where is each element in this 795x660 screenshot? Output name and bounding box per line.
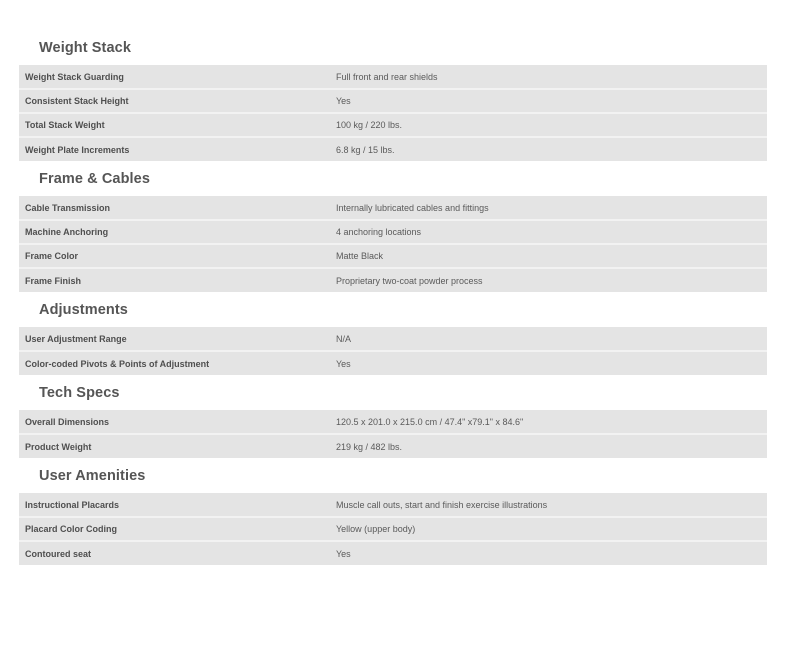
spec-value: 100 kg / 220 lbs. (336, 120, 403, 130)
spec-value: Yes (336, 358, 351, 369)
spec-value: 219 kg / 482 lbs. (336, 441, 403, 452)
spec-value: Yes (336, 96, 351, 106)
spec-row (19, 351, 767, 375)
section-title-tech-specs: Tech Specs (39, 384, 120, 401)
spec-label: Product Weight (25, 441, 92, 452)
spec-label: Overall Dimensions (25, 416, 110, 427)
spec-value: 4 anchoring locations (336, 227, 422, 237)
spec-value: Matte Black (336, 251, 384, 261)
spec-label: Color-coded Pivots & Points of Adjustment (25, 358, 210, 369)
spec-row (19, 196, 767, 220)
spec-row (19, 541, 767, 565)
spec-row (19, 268, 767, 292)
spec-row (19, 220, 767, 244)
section-title-user-amenities: User Amenities (39, 467, 146, 484)
spec-value: Internally lubricated cables and fittings (336, 202, 489, 213)
spec-label: User Adjustment Range (25, 333, 127, 344)
spec-value: Yes (336, 548, 351, 559)
spec-row (19, 327, 767, 351)
spec-label: Cable Transmission (25, 202, 111, 213)
spec-table-user-amenities (19, 493, 767, 565)
spec-label: Contoured seat (25, 548, 92, 559)
spec-row (19, 89, 767, 113)
spec-row (19, 517, 767, 541)
spec-label: Consistent Stack Height (25, 96, 129, 106)
spec-label: Frame Color (25, 251, 79, 261)
section-title-frame-cables: Frame & Cables (39, 170, 150, 187)
spec-row (19, 493, 767, 517)
spec-row (19, 244, 767, 268)
section-title-adjustments: Adjustments (39, 301, 128, 318)
spec-table-weight-stack (19, 65, 767, 161)
spec-row (19, 434, 767, 458)
spec-table-tech-specs (19, 410, 767, 458)
spec-value: 120.5 x 201.0 x 215.0 cm / 47.4" x79.1" x 84.6" (336, 416, 524, 427)
spec-label: Total Stack Weight (25, 120, 105, 130)
spec-value: Proprietary two-coat powder process (336, 275, 483, 286)
spec-row (19, 410, 767, 434)
spec-value: Muscle call outs, start and finish exercise illustrations (336, 499, 548, 510)
spec-label: Weight Stack Guarding (25, 71, 124, 82)
section-title-weight-stack: Weight Stack (39, 39, 131, 56)
spec-row (19, 137, 767, 161)
spec-value: Full front and rear shields (336, 71, 438, 82)
spec-label: Instructional Placards (25, 499, 120, 510)
spec-value: N/A (336, 333, 352, 344)
spec-row (19, 113, 767, 137)
spec-value: Yellow (upper body) (336, 524, 416, 534)
spec-table-frame-cables (19, 196, 767, 292)
spec-label: Placard Color Coding (25, 524, 118, 534)
spec-table-adjustments (19, 327, 767, 375)
spec-label: Frame Finish (25, 275, 82, 286)
spec-value: 6.8 kg / 15 lbs. (336, 144, 395, 155)
spec-label: Machine Anchoring (25, 227, 109, 237)
spec-row (19, 65, 767, 89)
spec-label: Weight Plate Increments (25, 144, 130, 155)
